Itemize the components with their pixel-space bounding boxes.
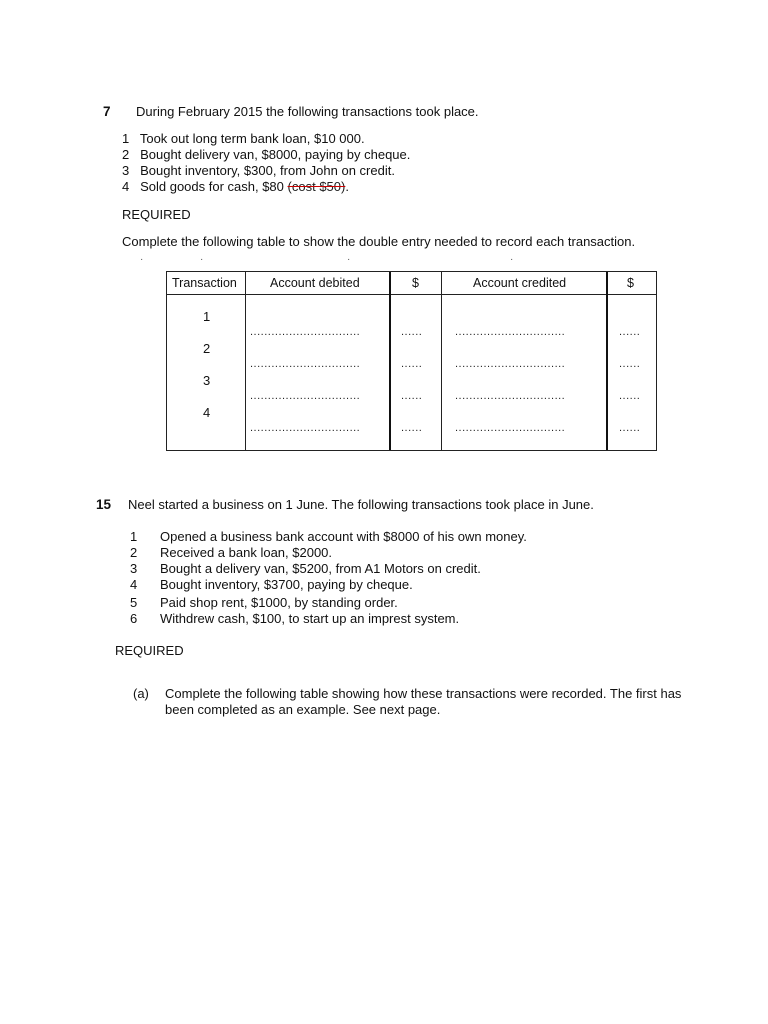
answer-line-debit-amount[interactable]: ......: [401, 422, 423, 434]
header-transaction: Transaction: [172, 276, 237, 290]
answer-line-credit-amount[interactable]: ......: [619, 358, 641, 370]
struck-text: (cost $50): [287, 179, 346, 194]
tick-mark: ·: [200, 254, 204, 265]
answer-line-credited[interactable]: ...............................: [455, 358, 566, 370]
list-item: [122, 163, 395, 178]
item-text: Received a bank loan, $2000.: [160, 545, 333, 560]
required-heading: REQUIRED: [115, 643, 184, 658]
item-number: 4: [122, 179, 130, 194]
item-number: 2: [130, 545, 138, 560]
question-intro: Neel started a business on 1 June. The following transactions took place in June.: [128, 497, 594, 512]
list-item: [122, 131, 365, 146]
instruction-text: Complete the following table to show the double entry needed to record each transaction.: [122, 234, 636, 249]
item-number: 3: [122, 163, 130, 178]
required-heading: REQUIRED: [122, 207, 191, 222]
item-text: Bought delivery van, $8000, paying by cheque.: [140, 147, 411, 162]
header-debit-amount: $: [412, 276, 419, 290]
list-item: [122, 179, 349, 194]
tick-mark: ·: [510, 254, 514, 265]
row-number: 3: [203, 373, 211, 388]
item-text: Bought inventory, $300, from John on credit.: [140, 163, 395, 178]
answer-line-credit-amount[interactable]: ......: [619, 422, 641, 434]
answer-line-debit-amount[interactable]: ......: [401, 390, 423, 402]
item-text: Paid shop rent, $1000, by standing order.: [160, 595, 398, 610]
question-number: 7: [103, 104, 111, 119]
answer-line-debit-amount[interactable]: ......: [401, 358, 423, 370]
header-account-debited: Account debited: [270, 276, 360, 290]
part-a-text-line1: Complete the following table showing how these transactions were recorded. The first has: [165, 686, 682, 701]
tick-mark: ·: [347, 254, 351, 265]
item-number: 5: [130, 595, 138, 610]
column-divider: [606, 272, 608, 450]
item-text: Opened a business bank account with $8000 of his own money.: [160, 529, 527, 544]
answer-line-debited[interactable]: ...............................: [250, 390, 361, 402]
item-text: Withdrew cash, $100, to start up an imprest system.: [160, 611, 460, 626]
answer-line-credited[interactable]: ...............................: [455, 390, 566, 402]
double-entry-table: [166, 271, 657, 451]
answer-line-credited[interactable]: ...............................: [455, 422, 566, 434]
answer-line-debited[interactable]: ...............................: [250, 422, 361, 434]
tick-mark: ·: [140, 254, 144, 265]
item-number: 1: [130, 529, 138, 544]
answer-line-credited[interactable]: ...............................: [455, 326, 566, 338]
item-number: 6: [130, 611, 138, 626]
part-a-text-line2: been completed as an example. See next page.: [165, 702, 441, 717]
answer-line-debited[interactable]: ...............................: [250, 358, 361, 370]
question-number: 15: [96, 497, 112, 512]
answer-line-credit-amount[interactable]: ......: [619, 390, 641, 402]
answer-line-debited[interactable]: ...............................: [250, 326, 361, 338]
item-number: 3: [130, 561, 138, 576]
column-divider: [441, 272, 442, 450]
question-intro: During February 2015 the following transactions took place.: [136, 104, 479, 119]
answer-line-credit-amount[interactable]: ......: [619, 326, 641, 338]
header-credit-amount: $: [627, 276, 634, 290]
header-account-credited: Account credited: [473, 276, 567, 290]
item-number: 2: [122, 147, 130, 162]
column-divider: [389, 272, 391, 450]
header-divider: [167, 294, 656, 295]
row-number: 2: [203, 341, 211, 356]
column-divider: [245, 272, 246, 450]
item-text: Bought a delivery van, $5200, from A1 Motors on credit.: [160, 561, 481, 576]
row-number: 1: [203, 309, 211, 324]
item-text: Bought inventory, $3700, paying by cheque.: [160, 577, 413, 592]
row-number: 4: [203, 405, 211, 420]
item-text: Took out long term bank loan, $10 000.: [139, 131, 365, 146]
answer-line-debit-amount[interactable]: ......: [401, 326, 423, 338]
item-number: 4: [130, 577, 138, 592]
item-text: Sold goods for cash, $80: [140, 179, 284, 194]
item-number: 1: [122, 131, 130, 146]
list-item: [122, 147, 410, 162]
part-label: (a): [133, 686, 149, 701]
item-end: .: [345, 179, 349, 194]
